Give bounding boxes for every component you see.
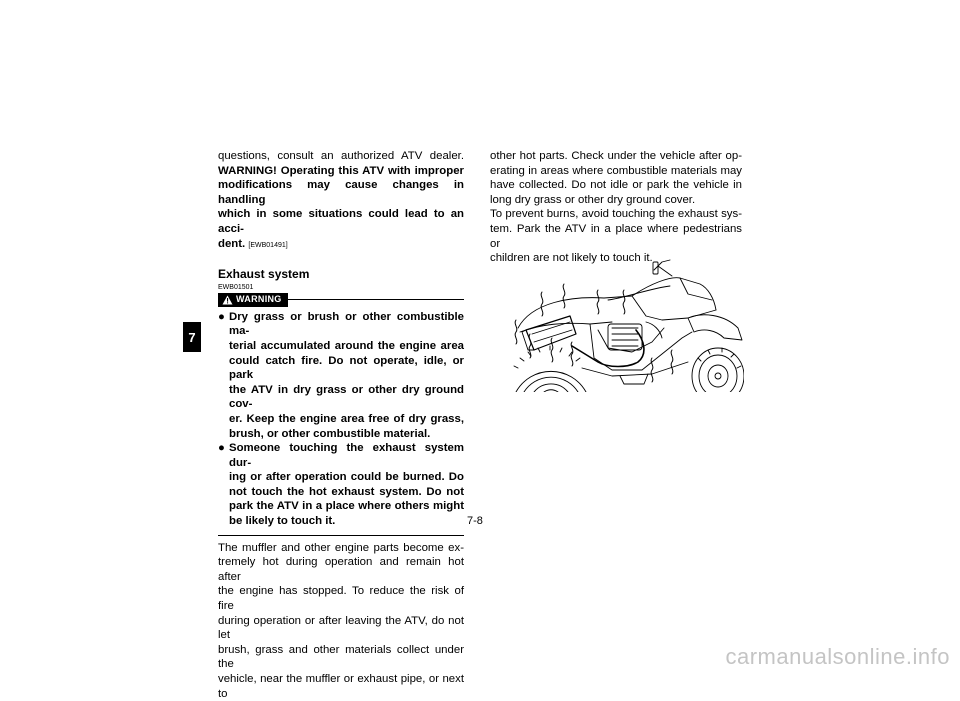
warning-item-1-line: terial accumulated around the engine area [229,339,464,352]
fender-outline [518,278,716,328]
body-line: the engine has stopped. To reduce the risk of fire [218,585,464,613]
warning-triangle-icon [222,295,233,305]
warning-item-2-line: park the ATV in a place where others might [229,500,464,513]
right-column [490,149,742,266]
body-line: tremely hot during operation and remain hot after [218,556,464,583]
warning-divider [288,299,464,300]
front-fender-outline [688,315,742,340]
page-number: 7-8 [467,515,483,527]
warning-header [218,293,464,307]
right-line: children are not likely to touch it. [490,252,653,265]
warning-label: WARNING [236,294,282,305]
warning-item-1-line: the ATV in dry grass or other dry ground cov- [229,383,464,411]
intro-line-2: WARNING! Operating this ATV with improper [218,164,464,177]
bullet-icon: ● [218,310,225,323]
heat-marks [515,284,673,382]
right-line: have collected. Do not idle or park the vehicle in [490,179,742,192]
bullet-icon: ● [218,442,225,455]
section-title: Exhaust system [218,267,310,282]
warning-item-1-line: brush, or other combustible material. [229,427,431,440]
intro-line-5-text: dent. [218,237,246,250]
right-line: other hot parts. Check under the vehicle after op- [490,150,742,162]
right-line: tem. Park the ATV in a place where pedestrians or [490,222,742,250]
warning-item-1 [218,310,464,441]
warning-code: EWB01501 [218,283,254,291]
intro-line-4: which in some situations could lead to an acci- [218,208,464,235]
intro-code: [EWB01491] [248,241,288,249]
warning-badge [218,293,288,307]
handlebar-icon [653,260,672,276]
warning-item-2-line: not touch the hot exhaust system. Do not [229,485,464,498]
left-column [218,149,464,701]
intro-line-5 [218,237,464,254]
right-line: long dry grass or other dry ground cover. [490,193,696,206]
warning-item-2 [218,441,464,529]
front-wheel-icon [692,348,744,392]
warning-item-1-line: could catch fire. Do not operate, idle, or park [229,354,464,382]
warning-list [218,310,464,529]
right-line: erating in areas where combustible materials may [490,164,742,177]
body-line: The muffler and other engine parts become ex- [218,541,464,554]
warning-item-2-line: Someone touching the exhaust system dur- [229,442,464,469]
body-line: brush, grass and other materials collect under the [218,643,464,671]
rear-wheel-icon [514,346,586,392]
right-line: To prevent burns, avoid touching the exhaust sys- [490,208,742,221]
watermark: carmanualsonline.info [725,644,950,669]
warning-item-2-line: be likely to touch it. [229,515,336,528]
warning-end-divider [218,535,464,536]
warning-item-2-line: ing or after operation could be burned. Do [229,471,464,484]
warning-item-1-line: Dry grass or brush or other combustible ma- [229,310,464,338]
warning-item-1-line: er. Keep the engine area free of dry grass, [229,412,464,425]
chapter-tab: 7 [183,322,201,352]
intro-line-1: questions, consult an authorized ATV dealer. [218,150,464,162]
body-line: vehicle, near the muffler or exhaust pipe, or next to [218,673,464,700]
atv-exhaust-illustration [512,258,744,392]
body-line: during operation or after leaving the ATV, do not let [218,614,464,642]
intro-line-3: modifications may cause changes in handling [218,179,464,206]
